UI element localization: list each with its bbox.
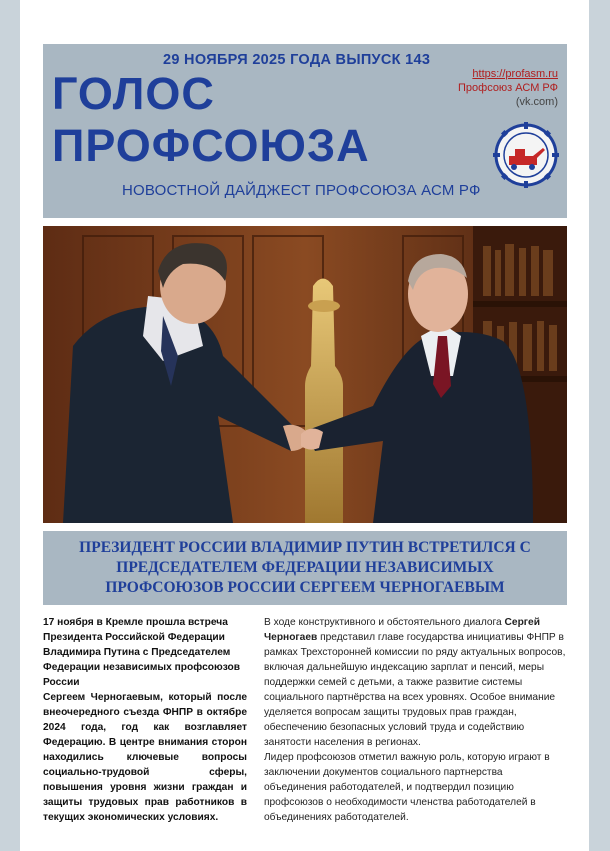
right-p1-rest: представил главе государства инициативы ФНПР в рамках Трехсторонней комиссии по ряду актуальных вопросов, включая дальнейшую индексацию зарплат и пенсий, меры поддержки семей с детьми, а также развитие системы социального партнёрства на всех уровнях. Особое внимание уделяется вопросам защиты трудовых прав граждан, обеспечению безопасных условий труда и содействию занятости населения в регионах. xyxy=(264,632,566,748)
headline-text: ПРЕЗИДЕНТ РОССИИ ВЛАДИМИР ПУТИН ВСТРЕТИЛСЯ С ПРЕДСЕДАТЕЛЕМ ФЕДЕРАЦИИ НЕЗАВИСИМЫХ ПРОФСОЮЗОВ РОССИИ СЕРГЕЕМ ЧЕРНОГАЕВЫМ xyxy=(79,539,531,596)
org-vk-link[interactable]: Профсоюз АСМ РФ xyxy=(458,82,558,94)
article-left-column xyxy=(43,615,247,825)
handshake-photo xyxy=(43,226,567,523)
right-paragraph-1 xyxy=(264,615,567,750)
article-headline xyxy=(43,531,567,605)
contacts-block xyxy=(458,67,558,109)
newsletter-page xyxy=(20,0,589,851)
issue-date-line: 29 НОЯБРЯ 2025 ГОДА ВЫПУСК 143 xyxy=(163,52,431,68)
left-paragraph-1: 17 ноября в Кремле прошла встреча Президента Российской Федерации Владимира Путина с Председателем Федерации независимых профсоюзов России xyxy=(43,617,240,688)
newsletter-subtitle: НОВОСТНОЙ ДАЙДЖЕСТ ПРОФСОЮЗА АСМ РФ xyxy=(122,182,481,199)
union-emblem-icon xyxy=(493,122,559,188)
vk-label: (vk.com) xyxy=(515,96,558,108)
right-p1-start: В ходе конструктивного и обстоятельного диалога xyxy=(264,617,505,628)
newsletter-title xyxy=(52,68,370,172)
title-line-2: ПРОФСОЮЗА xyxy=(52,120,370,171)
title-line-1: ГОЛОС xyxy=(52,68,215,119)
right-paragraph-2: Лидер профсоюзов отметил важную роль, которую играют в заключении документов социального партнерства объединения работодателей, и подтвердил позицию профсоюзов о необходимости членства работодателей в объединениях работодателей. xyxy=(264,752,550,823)
left-paragraph-2: Сергеем Черногаевым, который после внеочередного съезда ФНПР в октябре 2024 года, год как возглавляет Федерацию. В центре внимания сторон находились ключевые вопросы социально-трудовой сферы, повышения уровня жизни граждан и защиты трудовых прав работников в текущих экономических условиях. xyxy=(43,692,247,823)
article-right-column xyxy=(264,615,567,825)
right-p1-name: Сергей Черногаев xyxy=(264,617,540,643)
masthead xyxy=(43,44,567,218)
website-link[interactable]: https://profasm.ru xyxy=(472,68,558,80)
